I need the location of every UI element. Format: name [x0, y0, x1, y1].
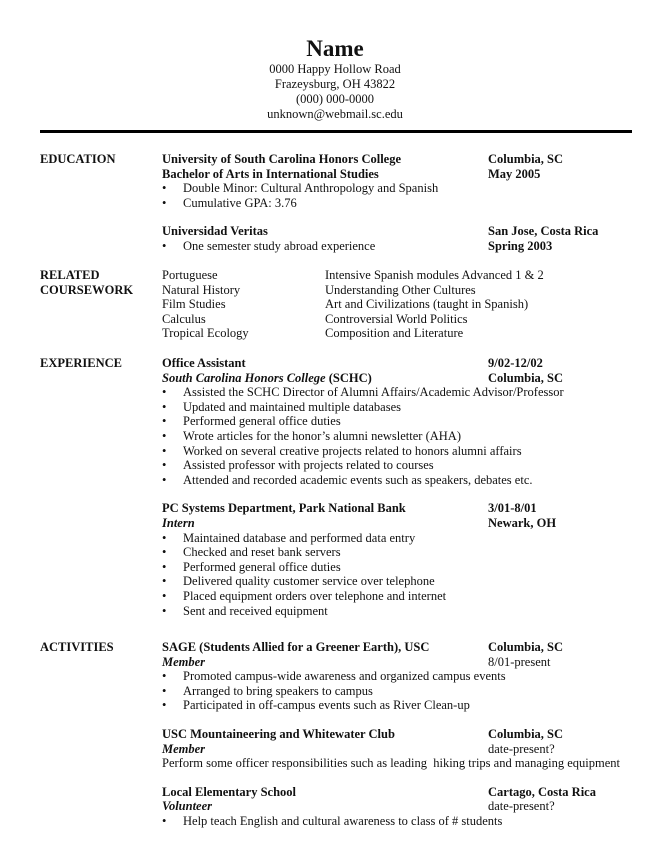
experience-label: EXPERIENCE	[40, 356, 122, 370]
list-item: • Cumulative GPA: 3.76	[162, 195, 297, 210]
school-title: Local Elementary School	[162, 784, 297, 799]
job2-title: PC Systems Department, Park National Bank	[162, 501, 406, 516]
bullet-icon: •	[162, 574, 167, 589]
bullet-icon: •	[162, 399, 167, 414]
bullet-icon: •	[162, 603, 167, 618]
edu-veritas-detail: One semester study abroad experience	[183, 238, 376, 253]
bullet-icon: •	[162, 683, 167, 698]
list-item: • Worked on several creative projects related to honors alumni affairs	[162, 443, 522, 458]
mountain-date: date-present?	[488, 741, 555, 756]
job1-date: 9/02-12/02	[488, 356, 543, 370]
list-item: • Placed equipment orders over telephone and internet	[162, 588, 447, 603]
edu-usc-school: University of South Carolina Honors College	[162, 152, 402, 166]
list-item: • Updated and maintained multiple databases	[162, 399, 401, 414]
job1-org: South Carolina Honors College (SCHC)	[162, 370, 372, 385]
bullet-icon: •	[162, 472, 167, 487]
course-row: Tropical Ecology Composition and Literature	[162, 326, 464, 341]
mountain-desc: Perform some officer responsibilities such as leading hiking trips and managing equipment	[162, 756, 621, 771]
city-line: Frazeysburg, OH 43822	[274, 77, 396, 91]
list-item: • Maintained database and performed data entry	[162, 530, 416, 545]
job1-org-row	[162, 371, 622, 386]
address-line: 0000 Happy Hollow Road	[269, 62, 401, 76]
edu-veritas-school: Universidad Veritas	[162, 224, 268, 239]
bullet-icon: •	[162, 238, 167, 253]
course-row: Calculus Controversial World Politics	[162, 311, 468, 326]
school-date: date-present?	[488, 799, 555, 814]
mountain-role-row	[162, 742, 622, 757]
school-role-row	[162, 799, 622, 814]
job2-title-row	[162, 501, 622, 516]
edu-veritas-location: San Jose, Costa Rica	[488, 224, 599, 239]
bullet-icon: •	[162, 545, 167, 560]
sage-title-row	[162, 640, 622, 655]
bullet-icon: •	[162, 414, 167, 429]
mountain-location: Columbia, SC	[488, 726, 564, 741]
bullet-icon: •	[162, 458, 167, 473]
list-item: • Checked and reset bank servers	[162, 545, 341, 560]
bullet-icon: •	[162, 588, 167, 603]
sage-location: Columbia, SC	[488, 640, 564, 654]
edu-veritas-school-row	[162, 224, 622, 239]
sage-title: SAGE (Students Allied for a Greener Earth), USC	[162, 640, 430, 654]
edu-usc-date: May 2005	[488, 166, 541, 181]
education-label: EDUCATION	[40, 152, 116, 166]
bullet-icon: •	[162, 443, 167, 458]
mountain-desc-row	[162, 756, 622, 771]
school-title-row	[162, 785, 622, 800]
job2-role-row	[162, 516, 622, 531]
job2-role: Intern	[162, 515, 195, 530]
email-line: unknown@webmail.sc.edu	[267, 107, 403, 121]
bullet-icon: •	[162, 195, 167, 210]
activities-label: ACTIVITIES	[40, 640, 114, 654]
mountain-title: USC Mountaineering and Whitewater Club	[162, 726, 395, 741]
coursework-label: RELATED COURSEWORK	[40, 268, 134, 297]
bullet-icon: •	[162, 698, 167, 713]
list-item: • Help teach English and cultural awareness to class of # students	[162, 813, 503, 828]
list-item: • Attended and recorded academic events such as speakers, debates etc.	[162, 472, 533, 487]
list-item: • Performed general office duties	[162, 414, 341, 429]
list-item: • Participated in off-campus events such as River Clean-up	[162, 698, 470, 713]
edu-usc-school-row	[162, 152, 622, 167]
edu-usc-degree-row	[162, 167, 622, 182]
list-item: • Delivered quality customer service over telephone	[162, 574, 435, 589]
experience-section	[162, 356, 622, 618]
bullet-icon: •	[162, 813, 167, 828]
header-divider	[40, 130, 632, 133]
resume-header	[0, 36, 670, 122]
school-role: Volunteer	[162, 799, 213, 814]
edu-veritas-bullet-row	[162, 239, 622, 254]
bullet-icon: •	[162, 530, 167, 545]
edu-usc-degree: Bachelor of Arts in International Studies	[162, 166, 379, 181]
job2-location: Newark, OH	[488, 515, 557, 530]
course-row: Portuguese Intensive Spanish modules Advanced 1 & 2	[162, 268, 544, 282]
bullet-icon: •	[162, 385, 167, 400]
school-location: Cartago, Costa Rica	[488, 784, 596, 799]
job1-title: Office Assistant	[162, 356, 246, 370]
candidate-name: Name	[306, 36, 364, 61]
sage-role-row	[162, 655, 622, 670]
bullet-icon: •	[162, 428, 167, 443]
list-item: • Promoted campus-wide awareness and organized campus events	[162, 669, 506, 684]
list-item: • Arranged to bring speakers to campus	[162, 683, 373, 698]
mountain-role: Member	[162, 741, 206, 756]
edu-veritas-date: Spring 2003	[488, 238, 553, 253]
job1-location: Columbia, SC	[488, 370, 564, 385]
bullet-icon: •	[162, 559, 167, 574]
list-item: • Sent and received equipment	[162, 603, 328, 618]
coursework-section	[162, 268, 622, 341]
sage-role: Member	[162, 654, 206, 669]
list-item: • Assisted the SCHC Director of Alumni Affairs/Academic Advisor/Professor	[162, 385, 564, 400]
list-item: • Assisted professor with projects related to courses	[162, 458, 434, 473]
list-item: • Performed general office duties	[162, 559, 341, 574]
course-row: Natural History Understanding Other Cultures	[162, 282, 476, 297]
bullet-icon: •	[162, 669, 167, 684]
phone-line: (000) 000-0000	[295, 92, 375, 106]
list-item: • Double Minor: Cultural Anthropology and Spanish	[162, 181, 439, 196]
mountain-title-row	[162, 727, 622, 742]
course-row: Film Studies Art and Civilizations (taught in Spanish)	[162, 297, 529, 312]
edu-usc-location: Columbia, SC	[488, 152, 564, 166]
job1-title-row	[162, 356, 622, 371]
activities-section	[162, 640, 622, 829]
job2-date: 3/01-8/01	[488, 501, 537, 516]
list-item: • Wrote articles for the honor’s alumni newsletter (AHA)	[162, 428, 461, 443]
education-section	[162, 152, 622, 254]
sage-date: 8/01-present	[488, 654, 551, 669]
bullet-icon: •	[162, 181, 167, 196]
